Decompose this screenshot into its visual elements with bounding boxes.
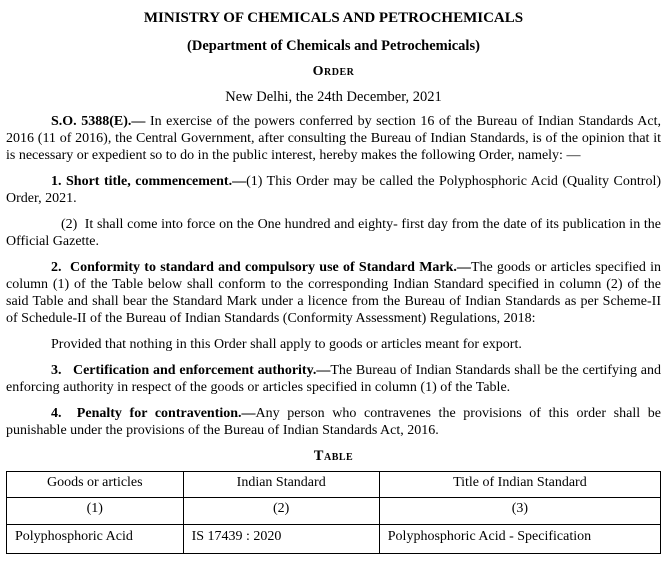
clause-4-paragraph: [6, 405, 661, 439]
clause-4-heading: 4. Penalty for contravention.—: [51, 406, 256, 421]
table-caption: Table: [313, 448, 354, 464]
clause-3-body: The Bureau of Indian Standards shall be the certifying and enforcing authority in respect of the goods or articles specified in column (1) of the Table.: [6, 363, 661, 395]
cell-title: Polyphosphoric Acid - Specification: [379, 525, 660, 554]
column-number-2: (2): [183, 498, 379, 525]
clause-2-heading: 2. Conformity to standard and compulsory use of Standard Mark.—: [51, 260, 471, 275]
column-header-title: Title of Indian Standard: [379, 472, 660, 498]
cell-goods: Polyphosphoric Acid: [7, 525, 184, 554]
column-number-row: [7, 498, 661, 525]
clause-1-paragraph: [6, 173, 661, 207]
clause-2-paragraph: [6, 259, 661, 327]
clause-3-heading: 3. Certification and enforcement authority.—: [51, 363, 331, 378]
clause-4-body: Any person who contravenes the provisions of this order shall be punishable under the provisions of the Bureau of Indian Standards Act, 2016.: [6, 406, 661, 438]
so-paragraph: [6, 113, 661, 164]
so-body: In exercise of the powers conferred by section 16 of the Bureau of Indian Standards Act, 2016 (11 of 2016), the Central Government, after consulting the Bureau of Indian Standards, is of the opinion that it is necessary or expedient so to do in the public interest, hereby makes the following Order, namely: —: [6, 114, 661, 163]
order-heading: Order: [312, 64, 355, 79]
column-number-3: (3): [379, 498, 660, 525]
column-number-1: (1): [7, 498, 184, 525]
table-header-row: [7, 472, 661, 498]
clause-1-sub-2-paragraph: (2) It shall come into force on the One hundred and eighty- first day from the date of its publication in the Official Gazette.: [6, 217, 661, 249]
department-subtitle: (Department of Chemicals and Petrochemicals): [187, 38, 480, 54]
clause-1-body: (1) This Order may be called the Polyphosphoric Acid (Quality Control) Order, 2021.: [6, 174, 661, 206]
cell-standard: IS 17439 : 2020: [183, 525, 379, 554]
proviso-paragraph: Provided that nothing in this Order shall apply to goods or articles meant for export.: [51, 337, 522, 352]
table-row: [7, 525, 661, 554]
standards-table: [6, 471, 661, 554]
ministry-title: MINISTRY OF CHEMICALS AND PETROCHEMICALS: [143, 10, 524, 26]
column-header-goods: Goods or articles: [7, 472, 184, 498]
dateline: New Delhi, the 24th December, 2021: [225, 89, 442, 105]
clause-3-paragraph: [6, 362, 661, 396]
clause-1-heading: 1. Short title, commencement.—: [51, 174, 247, 189]
clause-2-body: The goods or articles specified in column (1) of the Table below shall conform to the corresponding Indian Standard specified in column (2) of the said Table and shall bear the Standard Mark under a licence from the Bureau of Indian Standards as per Scheme-II of Schedule-II of the Bureau of Indian Standards (Conformity Assessment) Regulations, 2018:: [6, 260, 661, 326]
so-number: S.O. 5388(E).—: [51, 114, 146, 129]
column-header-standard: Indian Standard: [183, 472, 379, 498]
